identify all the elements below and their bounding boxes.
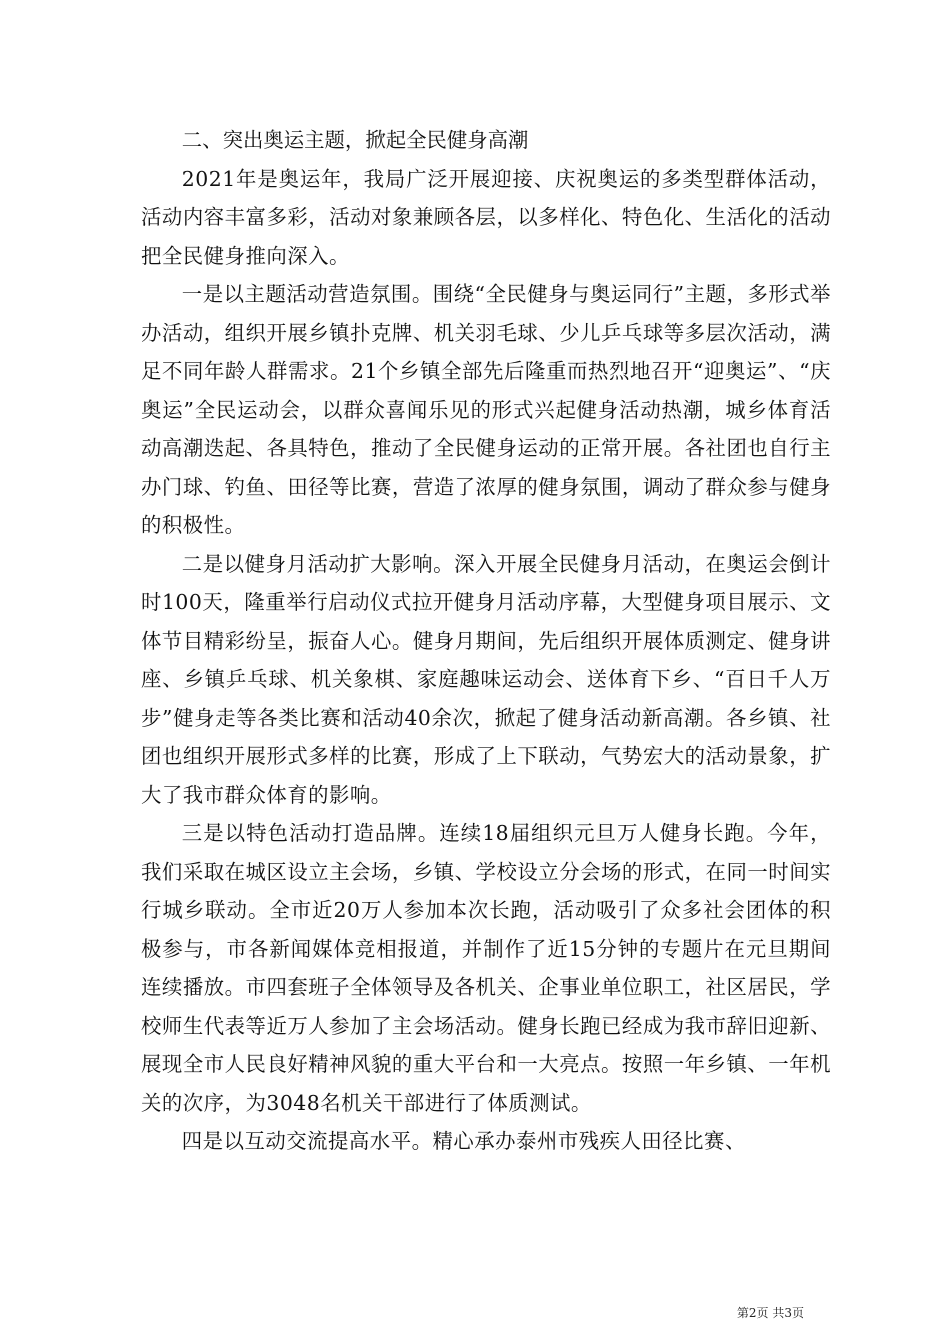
paragraph-three: 三是以特色活动打造品牌。连续18届组织元旦万人健身长跑。今年，我们采取在城区设立主会场，乡镇、学校设立分会场的形式，在同一时间实行城乡联动。全市近20万人参加本次长跑，活动吸引了众多社会团体的积极参与，市各新闻媒体竞相报道，并制作了近15分钟的专题片在元旦期间连续播放。市四套班子全体领导及各机关、企事业单位职工，社区居民，学校师生代表等近万人参加了主会场活动。健身长跑已经成为我市辞旧迎新、展现全市人民良好精神风貌的重大平台和一大亮点。按照一年乡镇、一年机关的次序，为3048名机关干部进行了体质测试。: [141, 821, 831, 1115]
page-number-footer: 第2页 共3页: [736, 1306, 804, 1320]
paragraph-intro: 2021年是奥运年，我局广泛开展迎接、庆祝奥运的多类型群体活动，活动内容丰富多彩，活动对象兼顾各层，以多样化、特色化、生活化的活动把全民健身推向深入。: [141, 166, 831, 268]
paragraph-four: 四是以互动交流提高水平。精心承办泰州市残疾人田径比赛、: [181, 1129, 746, 1153]
document-body: [141, 121, 831, 1161]
paragraph-one: 一是以主题活动营造氛围。围绕“全民健身与奥运同行”主题，多形式举办活动，组织开展乡镇扑克牌、机关羽毛球、少儿乒乓球等多层次活动，满足不同年龄人群需求。21个乡镇全部先后隆重而热烈地召开“迎奥运”、“庆奥运”全民运动会，以群众喜闻乐见的形式兴起健身活动热潮，城乡体育活动高潮迭起、各具特色，推动了全民健身运动的正常开展。各社团也自行主办门球、钓鱼、田径等比赛，营造了浓厚的健身氛围，调动了群众参与健身的积极性。: [141, 282, 831, 537]
paragraph-two: 二是以健身月活动扩大影响。深入开展全民健身月活动，在奥运会倒计时100天，隆重举行启动仪式拉开健身月活动序幕，大型健身项目展示、文体节目精彩纷呈，振奋人心。健身月期间，先后组织开展体质测定、健身讲座、乡镇乒乓球、机关象棋、家庭趣味运动会、送体育下乡、“百日千人万步”健身走等各类比赛和活动40余次，掀起了健身活动新高潮。各乡镇、社团也组织开展形式多样的比赛，形成了上下联动，气势宏大的活动景象，扩大了我市群众体育的影响。: [141, 551, 831, 807]
section-heading: 二、突出奥运主题，掀起全民健身高潮: [181, 128, 529, 152]
